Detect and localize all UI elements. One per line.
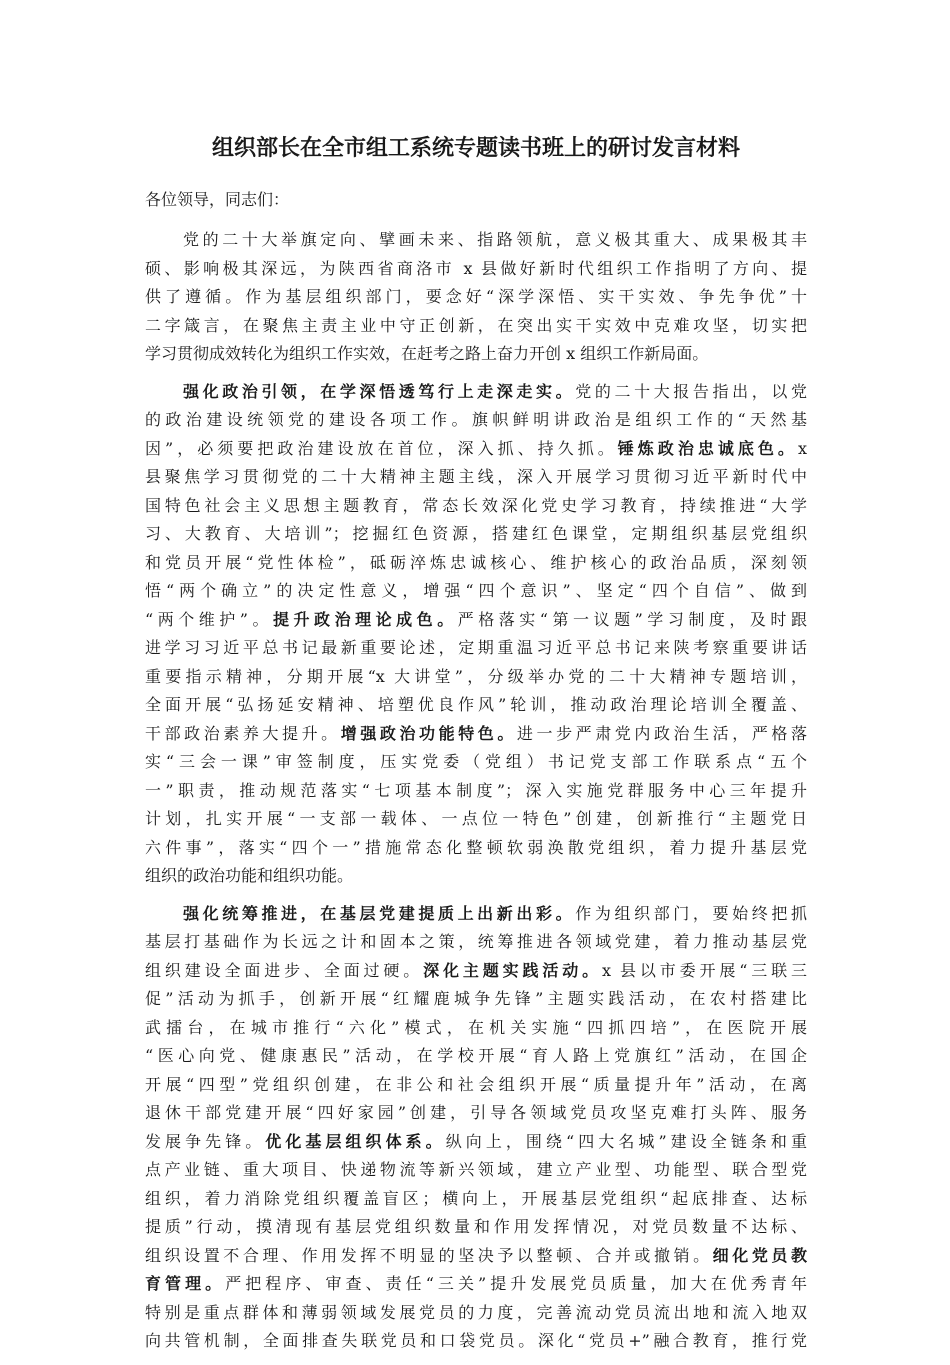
section-line: 六件事”，落实“四个一”措施常态化整顿软弱涣散党组织，着力提升基层党 <box>145 837 807 857</box>
text-run: 干部政治素养大提升。 <box>145 723 341 743</box>
subheading: 增强政治功能特色。 <box>340 723 517 743</box>
text-run: “两个维护”。 <box>145 609 274 629</box>
section-heading: 强化政治引领，在学深悟透笃行上走深走实。 <box>183 381 576 401</box>
section-political-guidance <box>145 378 807 891</box>
section-line <box>145 900 807 929</box>
section-line: 提质”行动，摸清现有基层党组织数量和作用发挥情况，对党员数量不达标、 <box>145 1217 807 1236</box>
subheading: 锤炼政治忠诚底色。 <box>617 438 798 458</box>
intro-line: 供了遵循。作为基层组织部门，要念好“深学深悟、实干实效、争先争优”十 <box>145 287 807 306</box>
section-line: 武擂台，在城市推行“六化”模式，在机关实施“四抓四培”，在医院开展 <box>145 1017 807 1037</box>
subheading: 育管理。 <box>145 1274 226 1293</box>
section-line <box>145 378 807 407</box>
section-line: 一”职责，推动规范落实“七项基本制度”；深入实施党群服务中心三年提升 <box>145 780 807 800</box>
intro-line: 学习贯彻成效转化为组织工作实效，在赶考之路上奋力开创 x 组织工作新局面。 <box>145 344 709 363</box>
section-line: 向共管机制，全面排查失联党员和口袋党员。深化“党员+”融合教育，推行党 <box>145 1331 807 1350</box>
subheading: 提升政治理论成色。 <box>273 609 458 629</box>
intro-line: 党的二十大举旗定向、擘画未来、指路领航，意义极其重大、成果极其丰 <box>183 230 807 249</box>
section-coordinated-advancement <box>145 900 807 1356</box>
section-line: 县聚焦学习贯彻党的二十大精神主题主线，深入开展学习贯彻习近平新时代中 <box>145 467 807 486</box>
section-line: 退休干部党建开展“四好家园”创建，引导各领域党员攻坚克难打头阵、服务 <box>145 1103 807 1122</box>
intro-line: 硕、影响极其深远，为陕西省商洛市 x 县做好新时代组织工作指明了方向、提 <box>145 258 807 278</box>
document-page <box>145 128 807 1365</box>
section-line <box>145 1270 807 1299</box>
subheading: 细化党员教 <box>712 1245 807 1265</box>
document-title: 组织部长在全市组工系统专题读书班上的研讨发言材料 <box>211 136 740 161</box>
text-run: 严格落实“第一议题”学习制度，及时跟 <box>457 609 807 629</box>
text-run: 组织建设全面进步、全面过硬。 <box>145 960 424 980</box>
section-line: 悟“两个确立”的决定性意义，增强“四个意识”、坚定“四个自信”、做到 <box>145 581 807 600</box>
section-line: 组织，着力消除党组织覆盖盲区；横向上，开展基层党组织“起底排查、达标 <box>145 1188 807 1208</box>
text-run: x 县以市委开展“三联三 <box>602 960 807 980</box>
section-line: 开展“四型”党组织创建，在非公和社会组织开展“质量提升年”活动，在离 <box>145 1074 807 1094</box>
section-line: 基层打基础作为长远之计和固本之策，统筹推进各领域党建，着力推动基层党 <box>145 932 807 951</box>
text-run: x <box>797 438 807 458</box>
section-line: 和党员开展“党性体检”，砥砺淬炼忠诚核心、维护核心的政治品质，深刻领 <box>145 552 807 572</box>
section-line: 促”活动为抓手，创新开展“红耀鹿城争先锋”主题实践活动，在农村搭建比 <box>145 989 807 1008</box>
text-run: 因”，必须要把政治建设放在首位，深入抓、持久抓。 <box>145 438 618 458</box>
section-line: 国特色社会主义思想主题教育，常态长效深化党史学习教育，持续推进“大学 <box>145 495 807 515</box>
section-line: 点产业链、重大项目、快递物流等新兴领域，建立产业型、功能型、联合型党 <box>145 1160 807 1179</box>
section-line <box>145 957 807 986</box>
salutation: 各位领导，同志们： <box>145 190 290 209</box>
section-line: 计划，扎实开展“一支部一载体、一点位一特色”创建，创新推行“主题党日 <box>145 809 807 828</box>
subheading: 深化主题实践活动。 <box>423 960 602 980</box>
intro-paragraph <box>145 226 807 369</box>
section-line: 组织的政治功能和组织功能。 <box>145 866 354 885</box>
section-line: “医心向党、健康惠民”活动，在学校开展“育人路上党旗红”活动，在国企 <box>145 1046 807 1065</box>
intro-line: 二字箴言，在聚焦主责主业中守正创新，在突出实干实效中克难攻坚，切实把 <box>145 315 807 335</box>
text-run: 严把程序、审查、责任“三关”提升发展党员质量，加大在优秀青年 <box>225 1274 807 1293</box>
section-line <box>145 1128 807 1157</box>
section-line <box>145 606 807 635</box>
section-line: 习、大教育、大培训”；挖掘红色资源，搭建红色课堂，定期组织基层党组织 <box>145 524 807 543</box>
text-run: 作为组织部门，要始终把抓 <box>575 903 807 923</box>
section-line: 进学习习近平总书记最新重要论述，定期重温习近平总书记来陕考察重要讲话 <box>145 638 807 657</box>
section-line: 的政治建设统领党的建设各项工作。旗帜鲜明讲政治是组织工作的“天然基 <box>145 410 807 429</box>
text-run: 党的二十大报告指出，以党 <box>575 381 807 401</box>
section-line: 全面开展“弘扬延安精神、培塑优良作风”轮训，推动政治理论培训全覆盖、 <box>145 695 807 714</box>
section-line: 特别是重点群体和薄弱领域发展党员的力度，完善流动党员流出地和流入地双 <box>145 1302 807 1322</box>
section-line <box>145 720 807 749</box>
section-line <box>145 1242 807 1271</box>
text-run: 进一步严肃党内政治生活，严格落 <box>516 723 807 743</box>
section-line: 实“三会一课”审签制度，压实党委（党组）书记党支部工作联系点“五个 <box>145 752 807 771</box>
section-line <box>145 435 807 464</box>
text-run: 纵向上，围绕“四大名城”建设全链条和重 <box>445 1131 807 1151</box>
subheading: 优化基层组织体系。 <box>265 1131 446 1151</box>
text-run: 组织设置不合理、作用发挥不明显的坚决予以整顿、合并或撤销。 <box>145 1245 713 1265</box>
section-line: 重要指示精神，分期开展“x 大讲堂”，分级举办党的二十大精神专题培训， <box>145 666 807 686</box>
text-run: 发展争先锋。 <box>145 1131 266 1151</box>
section-heading: 强化统筹推进，在基层党建提质上出新出彩。 <box>183 903 576 923</box>
